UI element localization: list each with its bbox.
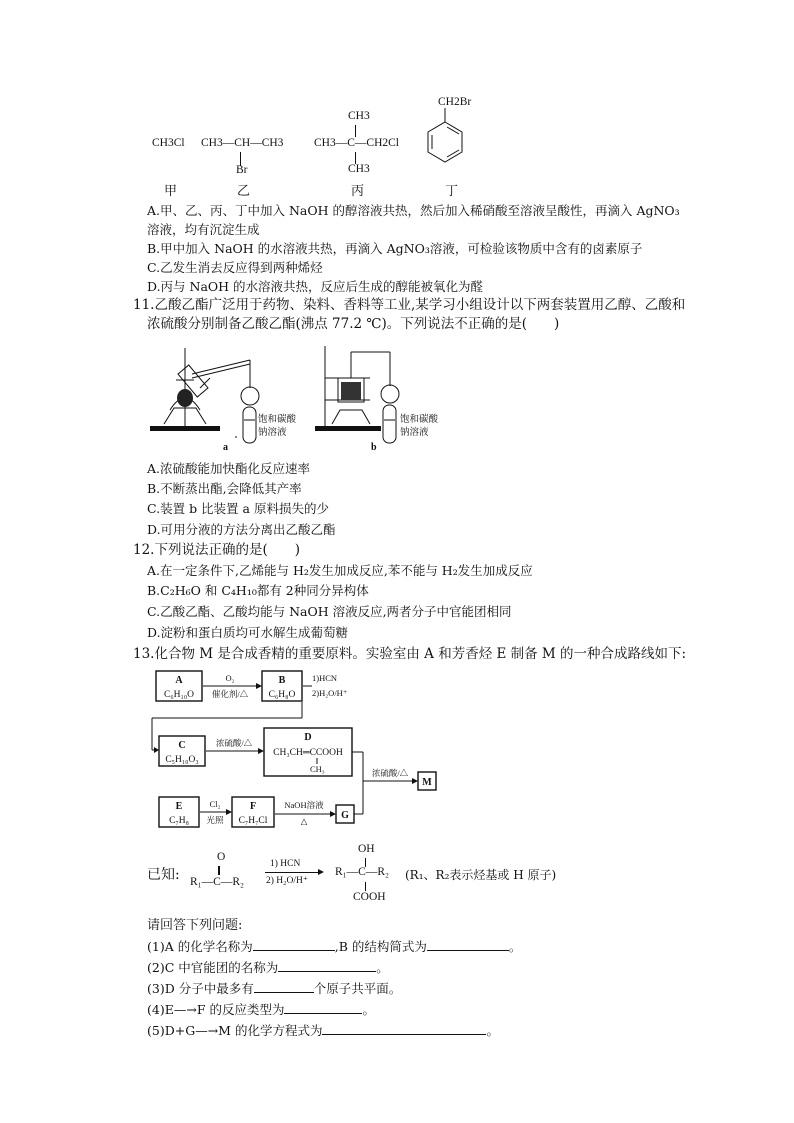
answer-blank-3[interactable] bbox=[254, 979, 314, 993]
box-d-formula: CH₃CH═CCOOH bbox=[273, 748, 343, 758]
box-d-name: D bbox=[304, 732, 312, 743]
known-arrow bbox=[265, 872, 321, 873]
box-a-name: A bbox=[175, 675, 183, 686]
q11-option-c: C.装置 b 比装置 a 原料损失的少 bbox=[147, 501, 329, 516]
q12-option-c: C.乙酸乙酯、乙酸均能与 NaOH 溶液反应,两者分子中官能团相同 bbox=[147, 604, 512, 619]
q12-option-b: B.C₂H₆O 和 C₄H₁₀都有 2种同分异构体 bbox=[147, 583, 369, 598]
structure-jia: CH3Cl bbox=[152, 137, 185, 149]
q13-question-1: (1)A 的化学名称为 ,B 的结构简式为 。 bbox=[147, 939, 522, 954]
structure-yi: CH3—CH—CH3 bbox=[201, 137, 284, 149]
b-solution-line2: 钠溶液 bbox=[400, 428, 429, 438]
double-bond bbox=[218, 866, 220, 875]
q12-option-a: A.在一定条件下,乙烯能与 H₂发生加成反应,苯不能与 H₂发生加成反应 bbox=[147, 563, 533, 578]
arrow-head-icon bbox=[318, 869, 324, 875]
box-f-formula: C₇H₇Cl bbox=[238, 816, 268, 826]
arrow-icon: —→ bbox=[195, 1023, 219, 1038]
arrow2-line1: 1)HCN bbox=[312, 673, 338, 683]
structure-bing-top: CH3 bbox=[348, 110, 370, 122]
known-product: R₁—C—R₂ bbox=[335, 866, 390, 878]
box-e-name: E bbox=[175, 801, 183, 812]
arrow4-label: 浓硫酸/△ bbox=[371, 768, 409, 778]
q13-stem: 13.化合物 M 是合成香精的重要原料。实验室由 A 和芳香烃 E 制备 M 的一种合成路线如下: bbox=[133, 646, 687, 662]
apparatus-figure bbox=[140, 338, 470, 456]
known-arrow-line2: 2) H₂O/H⁺ bbox=[266, 876, 308, 886]
q10-option-a: A.甲、乙、丙、丁中加入 NaOH 的醇溶液共热，然后加入稀硝酸至溶液呈酸性，再滴入 AgNO₃ bbox=[147, 203, 680, 218]
b-solution-line1: 饱和碳酸 bbox=[400, 415, 439, 425]
q13-question-5: (5)D+G—→M 的化学方程式为 。 bbox=[147, 1023, 499, 1038]
known-arrow-line1: 1) HCN bbox=[270, 859, 301, 869]
answer-blank-4[interactable] bbox=[284, 1000, 362, 1014]
box-f-name: F bbox=[249, 801, 257, 812]
q12-option-d: D.淀粉和蛋白质均可水解生成葡萄糖 bbox=[147, 625, 349, 640]
q11-option-b: B.不断蒸出酯,会降低其产率 bbox=[147, 481, 302, 496]
arrow6-bottom: △ bbox=[300, 816, 308, 826]
q12-stem: 12.下列说法正确的是( ) bbox=[133, 542, 301, 558]
label-yi: 乙 bbox=[237, 184, 251, 199]
structure-bing-bottom: CH3 bbox=[348, 163, 370, 175]
box-d-sub: CH₃ bbox=[310, 764, 325, 774]
apparatus-a-label: a bbox=[223, 442, 228, 453]
structure-ding-top: CH2Br bbox=[438, 96, 472, 108]
known-reactant: R₁—C—R₂ bbox=[190, 876, 245, 888]
q13-prompt: 请回答下列问题: bbox=[147, 918, 243, 933]
box-b-formula: C₆H₈O bbox=[268, 690, 296, 700]
arrow3-label: 浓硫酸/△ bbox=[215, 738, 253, 748]
known-product-cooh: COOH bbox=[353, 891, 386, 903]
arrow-icon: —→ bbox=[173, 1002, 197, 1017]
label-bing: 丙 bbox=[351, 184, 365, 199]
q13-question-3: (3)D 分子中最多有 个原子共平面。 bbox=[147, 981, 402, 996]
arrow5-bottom: 光照 bbox=[206, 815, 224, 825]
q11-option-d: D.可用分液的方法分离出乙酸乙酯 bbox=[147, 522, 336, 537]
answer-blank-1a[interactable] bbox=[253, 937, 335, 951]
q10-option-a-cont: 溶液，均有沉淀生成 bbox=[147, 222, 260, 237]
box-c-name: C bbox=[178, 740, 186, 751]
box-g-name: G bbox=[341, 810, 349, 821]
known-reactant-o: O bbox=[217, 851, 226, 863]
box-c-formula: C₅H₁₀O₃ bbox=[165, 755, 199, 765]
apparatus-a bbox=[150, 348, 259, 443]
arrow2-line2: 2)H₂O/H⁺ bbox=[312, 688, 348, 698]
known-product-oh: OH bbox=[358, 843, 375, 855]
arrow1-top: O₂ bbox=[225, 673, 235, 683]
synthesis-route-diagram bbox=[150, 666, 450, 832]
arrow6-top: NaOH溶液 bbox=[284, 800, 324, 810]
q11-stem: 11.乙酸乙酯广泛用于药物、染料、香料等工业,某学习小组设计以下两套装置用乙醇、乙酸和 bbox=[133, 297, 686, 313]
answer-blank-5[interactable] bbox=[322, 1021, 486, 1035]
arrow1-bottom: 催化剂/△ bbox=[211, 689, 249, 699]
label-ding: 丁 bbox=[445, 184, 459, 199]
known-prefix: 已知: bbox=[147, 867, 180, 883]
apparatus-b-label: b bbox=[371, 442, 377, 453]
benzene-ring-icon bbox=[420, 108, 480, 174]
structure-yi-br: Br bbox=[236, 164, 248, 176]
box-b-name: B bbox=[278, 675, 286, 686]
q13-question-2: (2)C 中官能团的名称为 。 bbox=[147, 960, 389, 975]
box-m-name: M bbox=[422, 777, 432, 788]
bond-line bbox=[355, 125, 356, 137]
a-solution-line1: 饱和碳酸 bbox=[258, 415, 297, 425]
q11-option-a: A.浓硫酸能加快酯化反应速率 bbox=[147, 461, 311, 476]
q10-option-d: D.丙与 NaOH 的水溶液共热，反应后生成的醇能被氧化为醛 bbox=[147, 279, 484, 294]
answer-blank-1b[interactable] bbox=[427, 937, 509, 951]
bond-line bbox=[365, 882, 366, 891]
known-note: (R₁、R₂表示烃基或 H 原子) bbox=[405, 868, 557, 882]
answer-blank-2[interactable] bbox=[278, 958, 376, 972]
arrow5-top: Cl₂ bbox=[209, 799, 221, 809]
a-solution-line2: 钠溶液 bbox=[258, 428, 287, 438]
box-e-formula: C₇H₈ bbox=[169, 816, 189, 826]
q13-question-4: (4)E—→F 的反应类型为 。 bbox=[147, 1002, 375, 1017]
box-a-formula: C₆H₁₀O bbox=[164, 690, 194, 700]
q11-stem-cont: 浓硫酸分别制备乙酸乙酯(沸点 77.2 ℃)。下列说法不正确的是( ) bbox=[147, 316, 560, 332]
q10-option-c: C.乙发生消去反应得到两种烯烃 bbox=[147, 260, 323, 275]
label-jia: 甲 bbox=[164, 184, 178, 199]
structure-bing: CH3—C—CH2Cl bbox=[314, 137, 399, 149]
apparatus-b bbox=[315, 346, 399, 443]
q10-option-b: B.甲中加入 NaOH 的水溶液共热，再滴入 AgNO₃溶液，可检验该物质中含有的卤素原子 bbox=[147, 241, 643, 256]
